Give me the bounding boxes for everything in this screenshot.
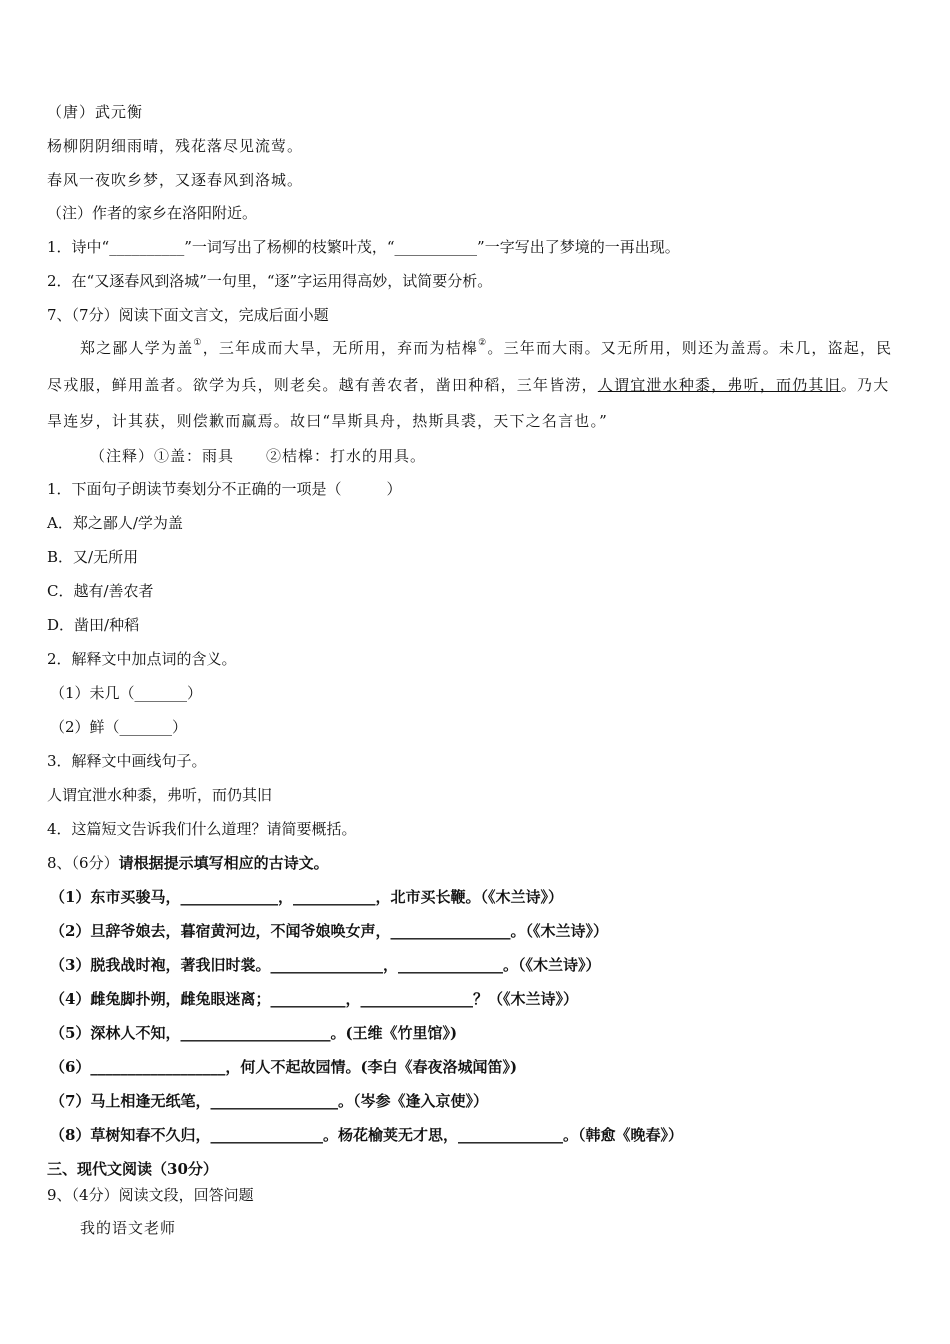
q8-header-prefix: 8、（6分） — [47, 854, 119, 872]
essay-title: 我的语文老师 — [80, 1219, 177, 1237]
poem-line-2: 春风一夜吹乡梦，又逐春风到洛城。 — [47, 171, 304, 189]
option-c: C．越有/善农者 — [47, 582, 154, 600]
option-b: B．又/无所用 — [47, 548, 139, 566]
underlined-sentence: 人谓宜泄水种黍，弗听，而仍其旧 — [597, 376, 841, 394]
q8-item-2: （2）旦辞爷娘去，暮宿黄河边，不闻爷娘唤女声，________________。（《木兰诗》） — [50, 922, 608, 940]
q7-subquestion-2: 2．解释文中加点词的含义。 — [47, 650, 237, 668]
q8-item-3: （3）脱我战时袍，著我旧时裳。_______________，______________。（《木兰诗》） — [50, 956, 601, 974]
option-a: A．郑之鄙人/学为盖 — [47, 514, 183, 532]
q8-item-1: （1）东市买骏马，_____________，___________，北市买长鞭。（《木兰诗》） — [50, 888, 563, 906]
poem-question-2: 2．在“又逐春风到洛城”一句里，“逐”字运用得高妙，试简要分析。 — [47, 272, 493, 290]
q8-item-4: （4）雌兔脚扑朔，雌兔眼迷离；__________，_______________？（《木兰诗》） — [50, 990, 578, 1008]
q7-passage-text: 。乃大 — [840, 376, 890, 394]
poem-question-1: 1．诗中“__________”一词写出了杨柳的枝繁叶茂，“___________”一字写出了梦境的一再出现。 — [47, 238, 680, 256]
option-d: D．凿田/种稻 — [47, 616, 140, 634]
q8-item-7: （7）马上相逢无纸笔，_________________。（岑参《逢入京使》） — [50, 1092, 488, 1110]
q8-item-5: （5）深林人不知，____________________。(王维《竹里馆》) — [50, 1024, 458, 1042]
q7-header: 7、（7分）阅读下面文言文，完成后面小题 — [47, 306, 329, 324]
q7-subquestion-2-a: （1）未几（_______） — [50, 684, 203, 702]
q7-passage-line-3: 旱连岁，计其获，则偿歉而赢焉。故曰“旱斯具舟，热斯具裘，天下之名言也。” — [47, 412, 609, 430]
q8-item-6: （6）__________________，何人不起故园情。(李白《春夜洛城闻笛》) — [50, 1058, 518, 1076]
q7-notes: （注释）①盖：雨具 ②桔槔：打水的用具。 — [90, 447, 427, 465]
q7-subquestion-2-b: （2）鲜（_______） — [50, 718, 188, 736]
footnote-mark-1: ① — [193, 338, 203, 348]
q7-passage-text: 尽戎服，鲜用盖者。欲学为兵，则老矣。越有善农者，凿田种稻，三年皆涝， — [47, 376, 598, 394]
q7-passage-text: 。三年而大雨。又无所用，则还为盖焉。未几，盗起，民 — [487, 339, 893, 357]
q9-header: 9、（4分）阅读文段，回答问题 — [47, 1186, 254, 1204]
q7-passage-text: 郑之鄙人学为盖 — [80, 339, 194, 357]
q7-subquestion-3: 3．解释文中画线句子。 — [47, 752, 207, 770]
q7-subquestion-4: 4．这篇短文告诉我们什么道理？请简要概括。 — [47, 820, 357, 838]
poem-line-1: 杨柳阴阴细雨晴，残花落尽见流莺。 — [47, 137, 304, 155]
poem-note: （注）作者的家乡在洛阳附近。 — [47, 204, 258, 222]
footnote-mark-2: ② — [478, 338, 488, 348]
poem-author: （唐）武元衡 — [47, 103, 144, 121]
q7-passage-line-1 — [80, 338, 892, 358]
q8-header — [47, 853, 329, 873]
q7-subquestion-3-sentence: 人谓宜泄水种黍，弗听，而仍其旧 — [47, 786, 273, 804]
q7-passage-line-2 — [47, 375, 889, 395]
q8-header-instruction: 请根据提示填写相应的古诗文。 — [118, 854, 329, 872]
q8-item-8: （8）草树知春不久归，_______________。杨花榆荚无才思，______________。（韩愈《晚春》） — [50, 1126, 683, 1144]
section-3-title: 三、现代文阅读（30分） — [47, 1160, 218, 1178]
q7-passage-text: ，三年成而大旱，无所用，弃而为桔槔 — [202, 339, 479, 357]
q7-subquestion-1: 1．下面句子朗读节奏划分不正确的一项是（ ） — [47, 480, 402, 498]
